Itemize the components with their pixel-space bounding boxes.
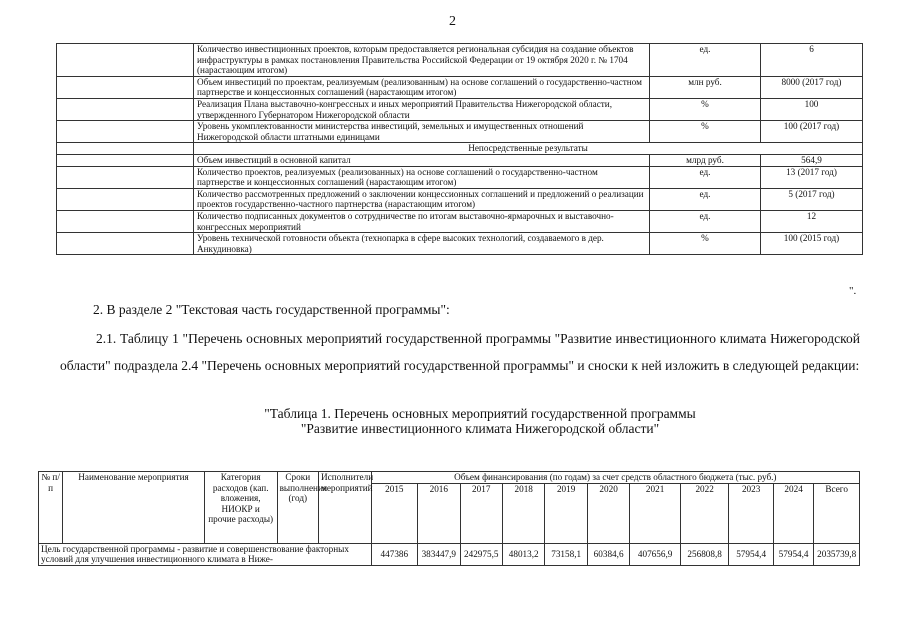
header-name: Наименование мероприятия (63, 472, 205, 544)
indicators-table (56, 43, 863, 255)
indicator-row (57, 121, 863, 143)
indicator-text: Количество подписанных документов о сотрудничестве по итогам выставочно-ярмарочных и выставочно-конгрессных мероприятий (194, 210, 650, 232)
year-header: 2021 (630, 483, 681, 543)
goal-value: 447386 (371, 543, 418, 565)
indicator-value: 5 (2017 год) (761, 188, 863, 210)
indicator-empty-cell (57, 210, 194, 232)
indicator-value: 564,9 (761, 154, 863, 166)
header-row (39, 472, 860, 484)
indicator-row (57, 98, 863, 120)
indicator-value: 6 (761, 44, 863, 77)
indicator-text: Объем инвестиций по проектам, реализуемым (реализованным) на основе соглашений о государственно-частном партнерстве и концессионных соглашений (нарастающим итогом) (194, 76, 650, 98)
indicator-unit: млн руб. (650, 76, 761, 98)
indicator-unit: % (650, 121, 761, 143)
indicator-value: 100 (761, 98, 863, 120)
indicator-row (57, 154, 863, 166)
header-volume: Объем финансирования (по годам) за счет средств областного бюджета (тыс. руб.) (371, 472, 859, 484)
goal-value: 242975,5 (460, 543, 502, 565)
section-header-row (57, 143, 863, 155)
goal-value: 48013,2 (502, 543, 544, 565)
year-header: 2016 (418, 483, 460, 543)
year-header: 2019 (545, 483, 587, 543)
indicator-empty-cell (57, 166, 194, 188)
indicator-value: 100 (2017 год) (761, 121, 863, 143)
indicator-unit: млрд руб. (650, 154, 761, 166)
indicator-row (57, 44, 863, 77)
indicator-text: Уровень укомплектованности министерства инвестиций, земельных и имущественных отношений Нижегородской области штатными единицами (194, 121, 650, 143)
header-num: № п/п (39, 472, 63, 544)
goal-value: 57954,4 (729, 543, 773, 565)
indicator-empty-cell (57, 188, 194, 210)
indicator-row (57, 233, 863, 255)
indicator-unit: ед. (650, 188, 761, 210)
indicator-empty-cell (57, 143, 194, 155)
year-header: 2015 (371, 483, 418, 543)
indicator-row (57, 188, 863, 210)
goal-value: 60384,6 (587, 543, 629, 565)
indicator-text: Количество проектов, реализуемых (реализованных) на основе соглашений о государственно-частном партнерстве и концессионных соглашений (нарастающим итогом) (194, 166, 650, 188)
header-executors: Исполнители мероприятий (319, 472, 372, 544)
goal-text: Цель государственной программы - развитие и совершенствование факторных условий для улучшения инвестиционного климата в Ниже- (39, 543, 372, 565)
indicator-text: Реализация Плана выставочно-конгрессных и иных мероприятий Правительства Нижегородской области, утвержденного Губернатором Нижегородской области (194, 98, 650, 120)
indicator-value: 12 (761, 210, 863, 232)
page-number: 2 (449, 14, 456, 29)
year-header: 2022 (680, 483, 729, 543)
indicator-unit: % (650, 233, 761, 255)
indicator-empty-cell (57, 154, 194, 166)
indicator-text: Количество инвестиционных проектов, которым предоставляется региональная субсидия на создание объектов инфраструктуры в рамках постановления Правительства Российской Федерации от 19 октября 2020 г. № 1704 (нарастающим итогом) (194, 44, 650, 77)
goal-row (39, 543, 860, 565)
section-header: Непосредственные результаты (194, 143, 863, 155)
goal-value: 383447,9 (418, 543, 460, 565)
year-header: 2020 (587, 483, 629, 543)
closing-quote: ". (849, 285, 857, 297)
goal-value: 407656,9 (630, 543, 681, 565)
table-title-line-2: "Развитие инвестиционного климата Нижегородской области" (300, 421, 660, 436)
header-category: Категория расходов (кап. вложения, НИОКР и прочие расходы) (204, 472, 277, 544)
year-header: 2017 (460, 483, 502, 543)
table-intro-paragraph: 2.1. Таблицу 1 "Перечень основных мероприятий государственной программы "Развитие инвестиционного климата Нижегородской области" подраздела 2.4 "Перечень основных мероприятий государственной программы" и сноски к ней изложить в следующей редакции: (60, 331, 860, 373)
indicator-text: Количество рассмотренных предложений о заключении концессионных соглашений и предложений о реализации проектов государственно-частного партнерства (нарастающим итогом) (194, 188, 650, 210)
indicator-empty-cell (57, 233, 194, 255)
goal-value: 73158,1 (545, 543, 587, 565)
indicator-empty-cell (57, 44, 194, 77)
header-terms: Сроки выполнения (год) (277, 472, 318, 544)
indicator-empty-cell (57, 76, 194, 98)
indicator-empty-cell (57, 121, 194, 143)
indicator-row (57, 166, 863, 188)
indicator-unit: ед. (650, 44, 761, 77)
indicator-row (57, 210, 863, 232)
table-title-line-1: "Таблица 1. Перечень основных мероприятий государственной программы (264, 406, 696, 421)
year-header: Всего (814, 483, 860, 543)
indicator-value: 8000 (2017 год) (761, 76, 863, 98)
indicator-unit: ед. (650, 166, 761, 188)
indicator-text: Объем инвестиций в основной капитал (194, 154, 650, 166)
indicator-empty-cell (57, 98, 194, 120)
indicator-unit: ед. (650, 210, 761, 232)
indicator-text: Уровень технической готовности объекта (технопарка в сфере высоких технологий, создаваемого в дер. Анкудиновка) (194, 233, 650, 255)
year-header: 2024 (773, 483, 813, 543)
year-header: 2018 (502, 483, 544, 543)
table-title (0, 406, 905, 436)
indicator-unit: % (650, 98, 761, 120)
indicator-row (57, 76, 863, 98)
indicator-value: 13 (2017 год) (761, 166, 863, 188)
section-paragraph: 2. В разделе 2 "Текстовая часть государственной программы": (93, 302, 450, 317)
year-header: 2023 (729, 483, 773, 543)
goal-value: 57954,4 (773, 543, 813, 565)
indicator-value: 100 (2015 год) (761, 233, 863, 255)
goal-value: 2035739,8 (814, 543, 860, 565)
financing-table (38, 471, 860, 566)
goal-value: 256808,8 (680, 543, 729, 565)
